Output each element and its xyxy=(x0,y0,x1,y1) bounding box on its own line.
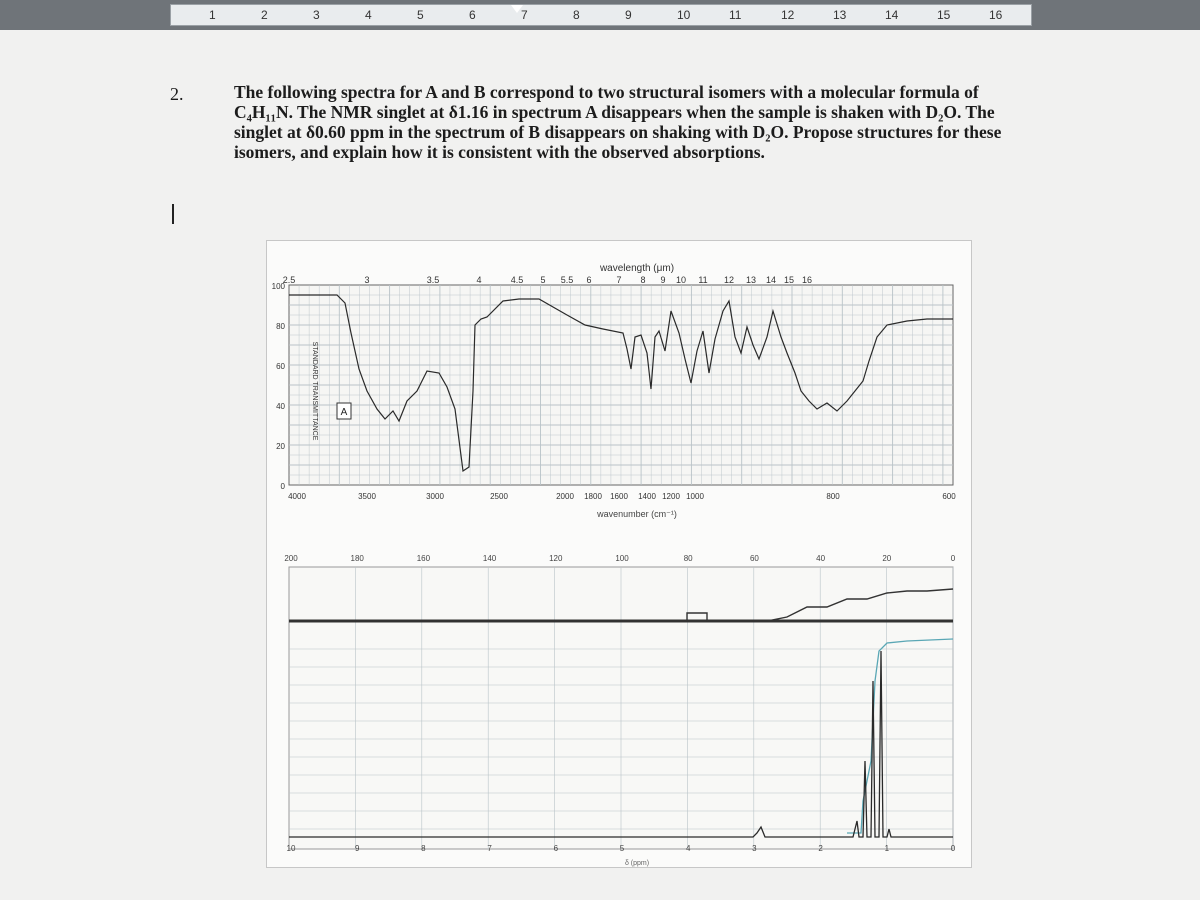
ruler-indent-marker[interactable] xyxy=(511,5,523,13)
nmr-top-tick: 40 xyxy=(816,554,826,563)
nmr-bottom-tick: 1 xyxy=(884,844,890,853)
nmr-bottom-tick: 4 xyxy=(685,844,691,853)
document-ruler[interactable] xyxy=(0,0,1200,30)
ir-top-tick: 16 xyxy=(801,275,813,285)
ir-bottom-tick: 1000 xyxy=(686,492,704,501)
ir-y-tick: 60 xyxy=(276,362,285,371)
ir-y-tick-labels xyxy=(272,282,286,491)
nmr-bottom-tick: 8 xyxy=(421,844,426,853)
ir-top-tick: 5.5 xyxy=(560,275,574,285)
ir-top-tick: 12 xyxy=(723,275,735,285)
ir-bottom-tick: 1400 xyxy=(638,492,656,501)
ruler-tick-label: 3 xyxy=(313,8,320,22)
nmr-top-tick: 0 xyxy=(950,554,956,563)
ir-top-tick: 5 xyxy=(540,275,546,285)
nmr-bottom-tick: 0 xyxy=(950,844,956,853)
ir-bottom-tick: 3000 xyxy=(426,492,444,501)
ruler-tick-label: 6 xyxy=(469,8,476,22)
ruler-tick-label: 9 xyxy=(625,8,632,22)
ir-side-label: STANDARD TRANSMITTANCE xyxy=(311,341,318,441)
ruler-tick-label: 1 xyxy=(209,8,216,22)
nmr-top-tick: 120 xyxy=(549,554,563,563)
nmr-top-tick: 80 xyxy=(683,554,693,563)
ir-top-tick: 13 xyxy=(745,275,757,285)
ruler-tick-label: 16 xyxy=(989,8,1003,22)
ruler-tick-label: 7 xyxy=(521,8,528,22)
ir-top-tick: 3.5 xyxy=(426,275,440,285)
ir-sample-label: A xyxy=(340,407,348,418)
ir-bottom-tick: 1600 xyxy=(610,492,628,501)
ir-grid xyxy=(289,285,953,485)
ir-top-tick: 14 xyxy=(765,275,777,285)
nmr-bottom-axis-label: δ (ppm) xyxy=(624,860,650,867)
ir-y-tick: 20 xyxy=(276,442,285,451)
ir-top-tick-labels xyxy=(283,275,812,285)
ir-top-tick: 4 xyxy=(476,275,482,285)
nmr-top-tick: 100 xyxy=(615,554,629,563)
nmr-top-tick: 180 xyxy=(350,554,364,563)
ruler-tick-label: 4 xyxy=(365,8,372,22)
ruler-tick-label: 14 xyxy=(885,8,899,22)
text-cursor xyxy=(172,204,174,224)
ir-top-tick: 2.5 xyxy=(282,275,296,285)
nmr-bottom-tick: 6 xyxy=(553,844,559,853)
nmr-bottom-tick: 9 xyxy=(354,844,360,853)
ir-bottom-tick: 1800 xyxy=(584,492,602,501)
nmr-top-tick-labels xyxy=(284,554,955,563)
nmr-spectrum xyxy=(284,554,955,867)
ruler-tick-label: 12 xyxy=(781,8,795,22)
ir-bottom-axis-label: wavenumber (cm⁻¹) xyxy=(597,509,677,519)
ir-y-tick: 100 xyxy=(271,282,285,291)
question-number: 2. xyxy=(170,84,184,104)
ruler-scale[interactable] xyxy=(170,4,1032,26)
ir-bottom-tick-labels xyxy=(288,492,956,501)
ruler-tick-label: 15 xyxy=(937,8,951,22)
nmr-top-tick: 140 xyxy=(482,554,497,563)
ir-y-tick: 0 xyxy=(280,482,285,491)
ir-top-tick: 8 xyxy=(640,275,646,285)
nmr-bottom-tick: 5 xyxy=(619,844,625,853)
nmr-top-tick: 20 xyxy=(882,554,892,563)
ir-top-tick: 11 xyxy=(698,275,708,285)
nmr-top-tick: 160 xyxy=(416,554,431,563)
ir-spectrum xyxy=(272,263,957,519)
ir-top-tick: 7 xyxy=(616,275,622,285)
question-text: The following spectra for A and B correspond to two structural isomers with a molecular formula of C₄H₁₁N. The NMR singlet at δ1.16 in spectrum A disappears when the sample is shaken with D₂O. The singlet at δ0.60 ppm in the spectrum of B disappears on shaking with D₂O. Propose structures for these isomers, and explain how it is consistent with the observed absorptions. xyxy=(234,82,1002,162)
ruler-tick-label: 2 xyxy=(261,8,268,22)
ruler-tick-label: 8 xyxy=(573,8,580,22)
ir-bottom-tick: 2000 xyxy=(556,492,574,501)
ir-top-axis-label: wavelength (μm) xyxy=(599,263,675,274)
ir-y-tick: 80 xyxy=(276,322,285,331)
ir-bottom-tick: 4000 xyxy=(288,492,306,501)
ruler-tick-label: 10 xyxy=(677,8,691,22)
spectra-figure xyxy=(266,240,972,868)
ruler-tick-label: 11 xyxy=(729,8,742,22)
ir-top-tick: 3 xyxy=(364,275,370,285)
ir-top-tick: 6 xyxy=(586,275,592,285)
ir-top-tick: 4.5 xyxy=(510,275,524,285)
spectra-svg xyxy=(267,241,971,867)
nmr-bottom-tick: 2 xyxy=(818,844,823,853)
ir-y-tick: 40 xyxy=(276,402,285,411)
ir-bottom-tick: 3500 xyxy=(358,492,376,501)
ir-top-tick: 15 xyxy=(783,275,795,285)
nmr-top-tick: 60 xyxy=(749,554,759,563)
ir-bottom-tick: 2500 xyxy=(490,492,508,501)
ir-bottom-tick: 800 xyxy=(826,492,840,501)
nmr-bottom-tick: 10 xyxy=(286,844,296,853)
ir-bottom-tick: 1200 xyxy=(662,492,680,501)
nmr-bottom-tick: 3 xyxy=(752,844,757,853)
ruler-tick-label: 5 xyxy=(417,8,424,22)
ir-top-tick: 10 xyxy=(675,275,687,285)
ir-bottom-tick: 600 xyxy=(942,492,956,501)
ir-top-tick: 9 xyxy=(660,275,666,285)
nmr-bottom-tick: 7 xyxy=(487,844,492,853)
nmr-top-tick: 200 xyxy=(284,554,298,563)
ruler-tick-label: 13 xyxy=(833,8,847,22)
